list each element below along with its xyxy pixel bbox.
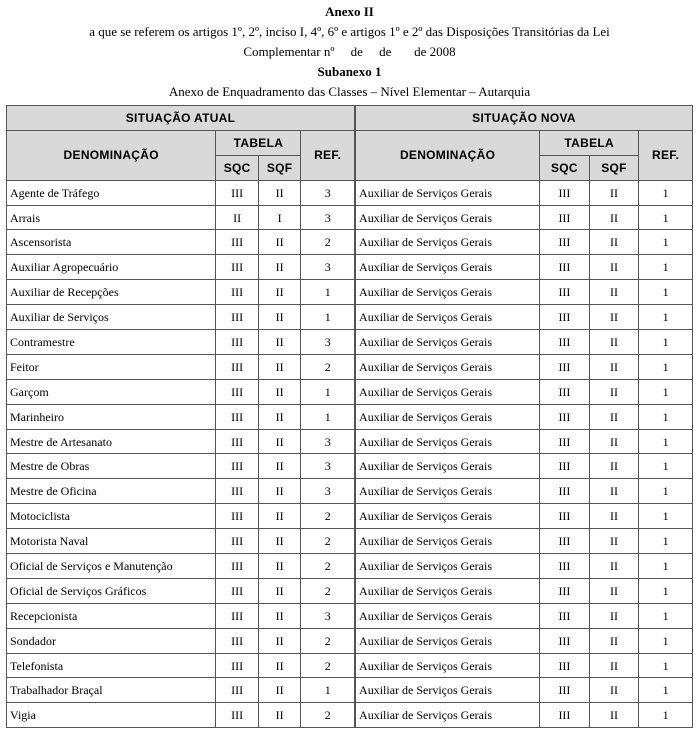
new-sqc-cell: III [540, 305, 590, 330]
new-sqc-cell: III [540, 678, 590, 703]
new-sqc-cell: III [540, 529, 590, 554]
new-ref-cell: 1 [639, 628, 693, 653]
old-sqc-cell: III [216, 479, 258, 504]
old-denominacao-cell: Arrais [7, 205, 216, 230]
old-denominacao-cell: Marinheiro [7, 404, 216, 429]
document-header [0, 2, 699, 102]
new-ref-cell: 1 [639, 603, 693, 628]
new-denominacao-cell: Auxiliar de Serviços Gerais [356, 479, 540, 504]
table-row [7, 703, 693, 728]
new-denominacao-cell: Auxiliar de Serviços Gerais [356, 504, 540, 529]
old-sqc-cell: III [216, 280, 258, 305]
old-denominacao-cell: Agente de Tráfego [7, 180, 216, 205]
new-ref-cell: 1 [639, 504, 693, 529]
old-denominacao-cell: Recepcionista [7, 603, 216, 628]
old-sqf-cell: II [258, 554, 300, 579]
table-row [7, 180, 693, 205]
new-ref-cell: 1 [639, 479, 693, 504]
old-sqf-cell: II [258, 678, 300, 703]
old-sqf-cell: II [258, 255, 300, 280]
old-sqc-cell: III [216, 504, 258, 529]
old-sqf-cell: II [258, 429, 300, 454]
new-denominacao-cell: Auxiliar de Serviços Gerais [356, 678, 540, 703]
new-sqf-cell: II [589, 529, 639, 554]
old-denominacao-cell: Motorista Naval [7, 529, 216, 554]
old-ref-cell: 1 [301, 404, 355, 429]
new-denominacao-cell: Auxiliar de Serviços Gerais [356, 628, 540, 653]
new-sqf-cell: II [589, 578, 639, 603]
new-ref-cell: 1 [639, 429, 693, 454]
old-sqc-cell: III [216, 653, 258, 678]
new-ref-cell: 1 [639, 653, 693, 678]
new-sqc-cell: III [540, 603, 590, 628]
old-ref-cell: 3 [301, 330, 355, 355]
old-denominacao-cell: Mestre de Oficina [7, 479, 216, 504]
new-sqf-cell: II [589, 429, 639, 454]
old-denominacao-cell: Oficial de Serviços Gráficos [7, 578, 216, 603]
new-ref-cell: 1 [639, 354, 693, 379]
table-row [7, 280, 693, 305]
table-row [7, 578, 693, 603]
new-tabela-header: TABELA [540, 130, 639, 155]
old-denominacao-cell: Auxiliar Agropecuário [7, 255, 216, 280]
new-sqf-cell: II [589, 305, 639, 330]
old-sqc-cell: III [216, 454, 258, 479]
old-denominacao-cell: Telefonista [7, 653, 216, 678]
new-sqc-cell: III [540, 230, 590, 255]
table-row [7, 330, 693, 355]
old-ref-cell: 2 [301, 628, 355, 653]
group-header-row [7, 106, 693, 131]
old-sqc-cell: III [216, 255, 258, 280]
new-ref-cell: 1 [639, 529, 693, 554]
new-ref-cell: 1 [639, 379, 693, 404]
new-denominacao-cell: Auxiliar de Serviços Gerais [356, 578, 540, 603]
table-row [7, 354, 693, 379]
new-sqf-cell: II [589, 330, 639, 355]
old-sqf-cell: II [258, 180, 300, 205]
old-sqc-header: SQC [216, 155, 258, 180]
old-sqc-cell: II [216, 205, 258, 230]
old-sqc-cell: III [216, 703, 258, 728]
new-denominacao-cell: Auxiliar de Serviços Gerais [356, 429, 540, 454]
new-denominacao-cell: Auxiliar de Serviços Gerais [356, 379, 540, 404]
old-ref-cell: 3 [301, 454, 355, 479]
new-sqc-cell: III [540, 454, 590, 479]
new-ref-cell: 1 [639, 255, 693, 280]
old-sqc-cell: III [216, 305, 258, 330]
old-sqf-cell: II [258, 529, 300, 554]
new-denominacao-cell: Auxiliar de Serviços Gerais [356, 305, 540, 330]
old-sqf-cell: II [258, 280, 300, 305]
new-denominacao-cell: Auxiliar de Serviços Gerais [356, 330, 540, 355]
new-sqc-cell: III [540, 653, 590, 678]
new-sqc-cell: III [540, 354, 590, 379]
old-ref-cell: 1 [301, 280, 355, 305]
old-ref-cell: 3 [301, 429, 355, 454]
old-sqc-cell: III [216, 379, 258, 404]
annex-reference-line: a que se referem os artigos 1º, 2º, inciso I, 4º, 6º e artigos 1º e 2º das Disposições Transitórias da Lei [89, 24, 610, 39]
old-denominacao-cell: Trabalhador Braçal [7, 678, 216, 703]
table-row [7, 603, 693, 628]
new-sqf-cell: II [589, 703, 639, 728]
old-sqf-cell: II [258, 404, 300, 429]
old-sqf-cell: II [258, 653, 300, 678]
old-sqf-cell: II [258, 230, 300, 255]
new-denominacao-cell: Auxiliar de Serviços Gerais [356, 255, 540, 280]
new-ref-cell: 1 [639, 180, 693, 205]
old-sqc-cell: III [216, 529, 258, 554]
new-sqc-cell: III [540, 330, 590, 355]
new-denominacao-cell: Auxiliar de Serviços Gerais [356, 180, 540, 205]
annex-title: Anexo II [325, 4, 374, 19]
old-ref-cell: 2 [301, 529, 355, 554]
new-ref-cell: 1 [639, 330, 693, 355]
table-row [7, 305, 693, 330]
new-sqc-cell: III [540, 255, 590, 280]
old-denominacao-cell: Ascensorista [7, 230, 216, 255]
old-ref-cell: 2 [301, 230, 355, 255]
new-ref-cell: 1 [639, 578, 693, 603]
old-sqc-cell: III [216, 180, 258, 205]
old-sqf-cell: II [258, 454, 300, 479]
old-ref-cell: 2 [301, 703, 355, 728]
old-denominacao-cell: Vigia [7, 703, 216, 728]
new-sqc-cell: III [540, 404, 590, 429]
old-sqf-header: SQF [258, 155, 300, 180]
old-ref-cell: 3 [301, 603, 355, 628]
old-ref-cell: 2 [301, 354, 355, 379]
old-denominacao-cell: Feitor [7, 354, 216, 379]
table-row [7, 504, 693, 529]
old-sqf-cell: II [258, 305, 300, 330]
new-situation-header: SITUAÇÃO NOVA [356, 106, 693, 131]
table-body [7, 180, 693, 728]
new-sqf-cell: II [589, 354, 639, 379]
new-sqc-cell: III [540, 429, 590, 454]
table-row [7, 529, 693, 554]
new-ref-cell: 1 [639, 305, 693, 330]
new-ref-cell: 1 [639, 703, 693, 728]
new-ref-cell: 1 [639, 280, 693, 305]
old-sqc-cell: III [216, 330, 258, 355]
new-denominacao-cell: Auxiliar de Serviços Gerais [356, 454, 540, 479]
old-ref-cell: 3 [301, 479, 355, 504]
old-sqf-cell: II [258, 703, 300, 728]
new-sqf-cell: II [589, 653, 639, 678]
new-sqf-cell: II [589, 180, 639, 205]
old-sqc-cell: III [216, 678, 258, 703]
new-sqf-cell: II [589, 404, 639, 429]
old-ref-cell: 2 [301, 504, 355, 529]
new-sqc-cell: III [540, 280, 590, 305]
new-sqc-cell: III [540, 703, 590, 728]
current-situation-header: SITUAÇÃO ATUAL [7, 106, 355, 131]
column-header-row-1 [7, 130, 693, 155]
annex-law-line: Complementar nº de de de 2008 [243, 44, 456, 59]
table-row [7, 678, 693, 703]
new-denominacao-cell: Auxiliar de Serviços Gerais [356, 603, 540, 628]
new-sqc-header: SQC [540, 155, 590, 180]
new-denominacao-header: DENOMINAÇÃO [356, 130, 540, 180]
table-row [7, 255, 693, 280]
old-sqc-cell: III [216, 230, 258, 255]
new-ref-cell: 1 [639, 205, 693, 230]
new-ref-cell: 1 [639, 404, 693, 429]
old-sqc-cell: III [216, 578, 258, 603]
old-ref-cell: 2 [301, 554, 355, 579]
table-row [7, 628, 693, 653]
new-sqf-cell: II [589, 479, 639, 504]
new-ref-cell: 1 [639, 454, 693, 479]
old-sqf-cell: II [258, 379, 300, 404]
table-row [7, 479, 693, 504]
old-tabela-header: TABELA [216, 130, 301, 155]
new-sqc-cell: III [540, 628, 590, 653]
new-denominacao-cell: Auxiliar de Serviços Gerais [356, 653, 540, 678]
new-sqc-cell: III [540, 205, 590, 230]
table-row [7, 404, 693, 429]
new-sqf-cell: II [589, 230, 639, 255]
new-sqc-cell: III [540, 180, 590, 205]
old-ref-cell: 1 [301, 678, 355, 703]
new-sqc-cell: III [540, 504, 590, 529]
old-sqc-cell: III [216, 404, 258, 429]
table-row [7, 653, 693, 678]
new-sqf-cell: II [589, 554, 639, 579]
new-sqf-cell: II [589, 678, 639, 703]
new-sqc-cell: III [540, 479, 590, 504]
old-sqf-cell: II [258, 603, 300, 628]
new-denominacao-cell: Auxiliar de Serviços Gerais [356, 205, 540, 230]
old-denominacao-cell: Auxiliar de Recepções [7, 280, 216, 305]
old-ref-cell: 2 [301, 578, 355, 603]
new-sqf-cell: II [589, 379, 639, 404]
table-row [7, 205, 693, 230]
new-sqf-cell: II [589, 628, 639, 653]
old-sqf-cell: II [258, 504, 300, 529]
old-ref-cell: 3 [301, 205, 355, 230]
old-denominacao-cell: Oficial de Serviços e Manutenção [7, 554, 216, 579]
new-denominacao-cell: Auxiliar de Serviços Gerais [356, 554, 540, 579]
old-sqf-cell: I [258, 205, 300, 230]
old-sqc-cell: III [216, 603, 258, 628]
new-sqf-cell: II [589, 255, 639, 280]
table-row [7, 554, 693, 579]
new-denominacao-cell: Auxiliar de Serviços Gerais [356, 404, 540, 429]
new-denominacao-cell: Auxiliar de Serviços Gerais [356, 529, 540, 554]
old-ref-cell: 3 [301, 180, 355, 205]
old-denominacao-cell: Mestre de Obras [7, 454, 216, 479]
new-sqf-cell: II [589, 504, 639, 529]
new-ref-header: REF. [639, 130, 693, 180]
subannex-title: Subanexo 1 [317, 64, 382, 79]
old-sqf-cell: II [258, 330, 300, 355]
classification-table-wrapper [6, 105, 693, 728]
new-sqf-cell: II [589, 205, 639, 230]
new-ref-cell: 1 [639, 230, 693, 255]
old-denominacao-cell: Garçom [7, 379, 216, 404]
table-row [7, 454, 693, 479]
old-sqf-cell: II [258, 578, 300, 603]
new-denominacao-cell: Auxiliar de Serviços Gerais [356, 280, 540, 305]
old-denominacao-cell: Sondador [7, 628, 216, 653]
old-ref-cell: 1 [301, 305, 355, 330]
new-sqf-cell: II [589, 603, 639, 628]
table-row [7, 379, 693, 404]
old-sqc-cell: III [216, 554, 258, 579]
new-sqf-cell: II [589, 280, 639, 305]
new-sqf-header: SQF [589, 155, 639, 180]
old-ref-cell: 2 [301, 653, 355, 678]
old-sqc-cell: III [216, 354, 258, 379]
old-ref-cell: 3 [301, 255, 355, 280]
old-denominacao-cell: Mestre de Artesanato [7, 429, 216, 454]
new-denominacao-cell: Auxiliar de Serviços Gerais [356, 703, 540, 728]
new-sqc-cell: III [540, 578, 590, 603]
new-ref-cell: 1 [639, 554, 693, 579]
table-row [7, 429, 693, 454]
old-sqf-cell: II [258, 628, 300, 653]
subannex-description: Anexo de Enquadramento das Classes – Nível Elementar – Autarquia [168, 84, 531, 99]
new-denominacao-cell: Auxiliar de Serviços Gerais [356, 230, 540, 255]
new-ref-cell: 1 [639, 678, 693, 703]
new-sqc-cell: III [540, 554, 590, 579]
old-ref-header: REF. [301, 130, 355, 180]
old-denominacao-cell: Auxiliar de Serviços [7, 305, 216, 330]
new-sqc-cell: III [540, 379, 590, 404]
classification-table [6, 105, 693, 728]
old-sqf-cell: II [258, 479, 300, 504]
old-denominacao-header: DENOMINAÇÃO [7, 130, 216, 180]
table-row [7, 230, 693, 255]
old-sqc-cell: III [216, 429, 258, 454]
old-sqf-cell: II [258, 354, 300, 379]
old-denominacao-cell: Motociclista [7, 504, 216, 529]
old-ref-cell: 1 [301, 379, 355, 404]
new-denominacao-cell: Auxiliar de Serviços Gerais [356, 354, 540, 379]
old-sqc-cell: III [216, 628, 258, 653]
old-denominacao-cell: Contramestre [7, 330, 216, 355]
new-sqf-cell: II [589, 454, 639, 479]
